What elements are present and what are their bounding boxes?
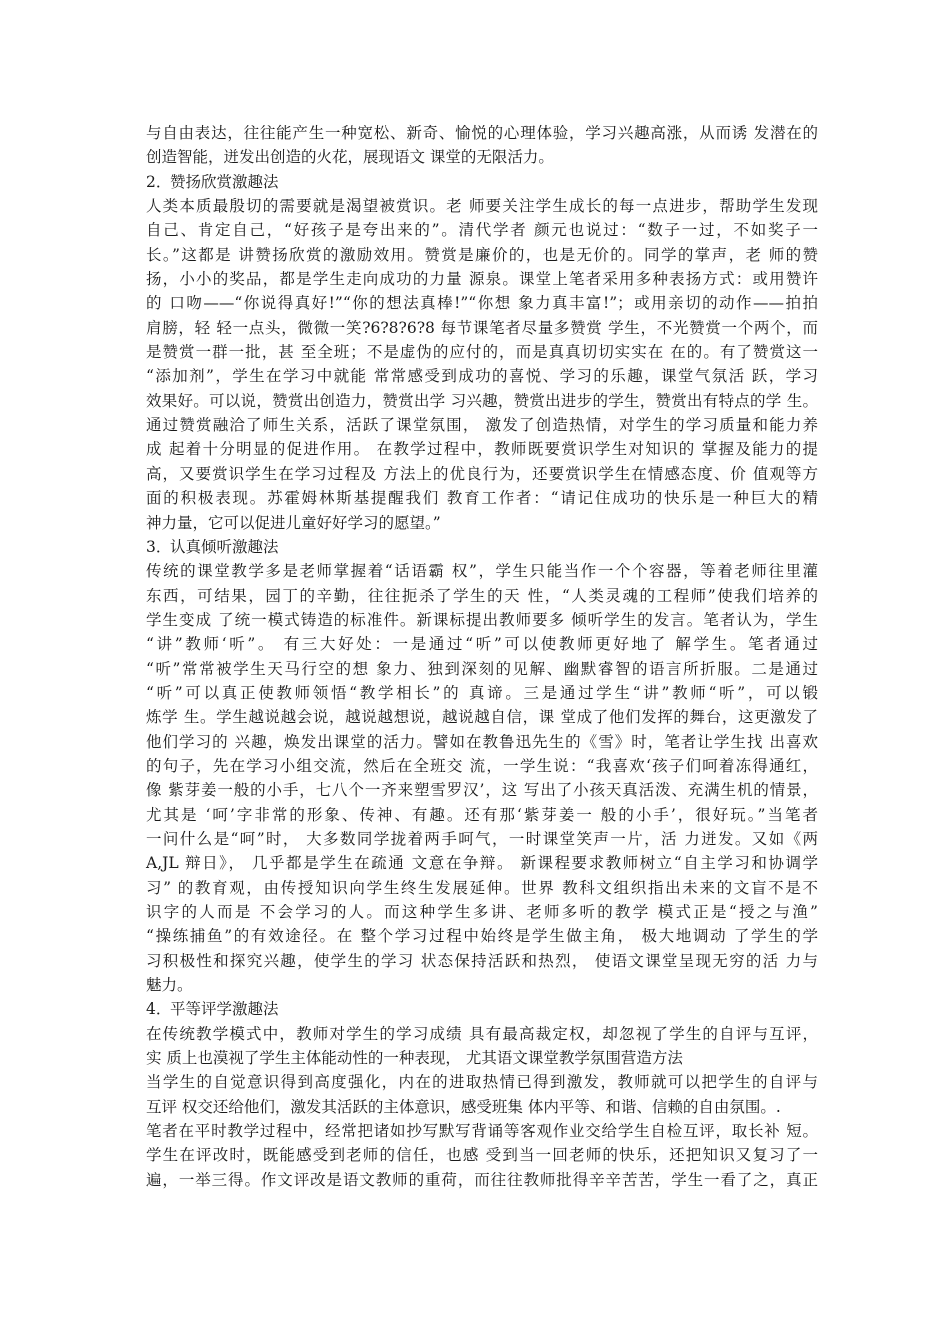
- paragraph-line: 人类本质最殷切的需要就是渴望被赏识。老 师要关注学生成长的每一点进步，帮助学生发现: [146, 197, 818, 216]
- section-title: 赞扬欣赏激趣法: [170, 172, 279, 191]
- paragraph-line: 长。”这都是 讲赞扬欣赏的激励效用。赞赏是廉价的，也是无价的。同学的掌声，老 师的赞: [146, 245, 818, 264]
- paragraph-line: 识字的人而是 不会学习的人。而这种学生多讲、老师多听的教学 模式正是“授之与渔”: [146, 903, 818, 921]
- paragraph-line: 习” 的教育观，由传授知识向学生终生发展延伸。世界 教科文组织指出未来的文盲不是不: [146, 878, 818, 897]
- section-title: 平等评学激趣法: [170, 1000, 279, 1019]
- paragraph-line: 创造智能，迸发出创造的火花，展现语文 课堂的无限活力。: [146, 148, 554, 167]
- paragraph-line: 扬，小小的奖品，都是学生走向成功的力量 源泉。课堂上笔者采用多种表扬方式：或用赞许: [146, 270, 818, 289]
- paragraph-line: “操练捕鱼”的有效途径。在 整个学习过程中始终是学生做主角， 极大地调动 了学生的学: [146, 927, 818, 946]
- paragraph-line: 面的积极表现。苏霍姆林斯基提醒我们 教育工作者：“请记住成功的快乐是一种巨大的精: [146, 489, 818, 508]
- section-title: 认真倾听激趣法: [170, 537, 279, 556]
- paragraph-line: 他们学习的 兴趣，焕发出课堂的活力。譬如在教鲁迅先生的《雪》时，笔者让学生找 出喜欢: [146, 732, 818, 751]
- paragraph-line: 是赞赏一群一批，甚 至全班；不是虚伪的应付的，而是真真切切实实在 在的。有了赞赏这一: [146, 343, 818, 362]
- paragraph-line: 高，又要赏识学生在学习过程及 方法上的优良行为，还要赏识学生在情感态度、价 值观等方: [146, 464, 818, 483]
- paragraph-line: 东西，可结果，园丁的辛勤，往往扼杀了学生的天 性，“人类灵魂的工程师”使我们培养的: [146, 586, 818, 605]
- paragraph-line: 自己、肯定自己，“好孩子是夸出来的”。清代学者 颜元也说过：“数子一过，不如奖子一: [146, 221, 818, 240]
- paragraph-line: 魅力。: [146, 976, 193, 995]
- paragraph-line: 的 口吻——“你说得真好!”“你的想法真棒!”“你想 象力真丰富!”；或用亲切的动作——拍拍: [146, 294, 818, 313]
- paragraph-line: 通过赞赏融洽了师生关系，活跃了课堂氛围， 激发了创造热情，对学生的学习质量和能力养: [146, 416, 818, 435]
- paragraph-line: 当学生的自觉意识得到高度强化，内在的进取热情已得到激发，教师就可以把学生的自评与: [146, 1073, 818, 1092]
- document-page: [146, 121, 818, 1192]
- paragraph-line: “添加剂”，学生在学习中就能 常常感受到成功的喜悦、学习的乐趣，课堂气氛活 跃，学习: [146, 367, 818, 386]
- section-heading: [146, 170, 818, 194]
- section-heading: [146, 535, 818, 559]
- section-number: 3．: [146, 537, 172, 556]
- section-number: 4．: [146, 1000, 172, 1019]
- paragraph-line: 肩膀，轻 轻一点头，微微一笑?6?8?6?8 每节课笔者尽量多赞赏 学生，不光赞赏一个两个，而: [146, 318, 818, 337]
- paragraph-line: 一问什么是“呵”时， 大多数同学拢着两手呵气，一时课堂笑声一片，活 力迸发。又如《两: [146, 829, 818, 848]
- section-number: 2．: [146, 172, 172, 191]
- paragraph-line: 成 起着十分明显的促进作用。 在教学过程中，教师既要赏识学生对知识的 掌握及能力的提: [146, 440, 818, 459]
- paragraph-line: 笔者在平时教学过程中，经常把诸如抄写默写背诵等客观作业交给学生自检互评，取长补 短。: [146, 1122, 818, 1141]
- paragraph-line: 尤其是 ‘呵’字非常的形象、传神、有趣。还有那‘紫芽姜一 般的小手’，很好玩。”当笔者: [146, 805, 818, 824]
- paragraph-line: “听”常常被学生天马行空的想 象力、独到深刻的见解、幽默睿智的语言所折服。二是通过: [146, 659, 818, 678]
- paragraph-line: 在传统教学模式中，教师对学生的学习成绩 具有最高裁定权，却忽视了学生的自评与互评，: [146, 1024, 818, 1043]
- paragraph-line: 互评 权交还给他们，激发其活跃的主体意识，感受班集 体内平等、和谐、信赖的自由氛围。.: [146, 1097, 781, 1116]
- paragraph-line: 实 质上也漠视了学生主体能动性的一种表现， 尤其语文课堂教学氛围营造方法: [146, 1049, 683, 1068]
- paragraph-line: 炼学 生。学生越说越会说，越说越想说，越说越自信，课 堂成了他们发挥的舞台，这更激发了: [146, 708, 818, 727]
- paragraph-line: 神力量，它可以促进儿童好好学习的愿望。”: [146, 513, 441, 532]
- paragraph-line: “讲”教师‘听”。 有三大好处：一是通过“听”可以使教师更好地了 解学生。笔者通过: [146, 635, 818, 654]
- paragraph-line: A,JL 辩日》， 几乎都是学生在疏通 文意在争辩。 新课程要求教师树立“自主学习和协调学: [146, 854, 818, 873]
- paragraph-line: 学生在评改时，既能感受到老师的信任，也感 受到当一回老师的快乐，还把知识又复习了一: [146, 1146, 818, 1165]
- paragraph-line: 学生变成 了统一模式铸造的标准件。新课标提出教师要多 倾听学生的发言。笔者认为，学生: [146, 610, 818, 629]
- paragraph-line: “听”可以真正使教师领悟“教学相长”的 真谛。三是通过学生“讲”教师“听”，可以锻: [146, 683, 818, 702]
- paragraph-line: 效果好。可以说，赞赏出创造力，赞赏出学 习兴趣，赞赏出进步的学生，赞赏出有特点的学 生。: [146, 391, 818, 410]
- paragraph-line: 习积极性和探究兴趣，使学生的学习 状态保持活跃和热烈， 使语文课堂呈现无穷的活 力与: [146, 951, 818, 970]
- paragraph-line: 像 紫芽姜一般的小手，七八个一齐来塑雪罗汉’，这 写出了小孩天真活泼、充满生机的情景，: [146, 781, 818, 800]
- paragraph-line: 传统的课堂教学多是老师掌握着“话语霸 权”，学生只能当作一个个容器，等着老师往里灌: [146, 562, 818, 581]
- paragraph-line: 遍，一举三得。作文评改是语文教师的重荷，而往往教师批得辛辛苦苦，学生一看了之，真正: [146, 1170, 818, 1189]
- paragraph-line: 与自由表达，往往能产生一种宽松、新奇、愉悦的心理体验，学习兴趣高涨，从而诱 发潜在的: [146, 124, 818, 142]
- paragraph-line: 的句子，先在学习小组交流，然后在全班交 流，一学生说：“我喜欢‘孩子们呵着冻得通红，: [146, 756, 818, 775]
- section-heading: [146, 997, 818, 1021]
